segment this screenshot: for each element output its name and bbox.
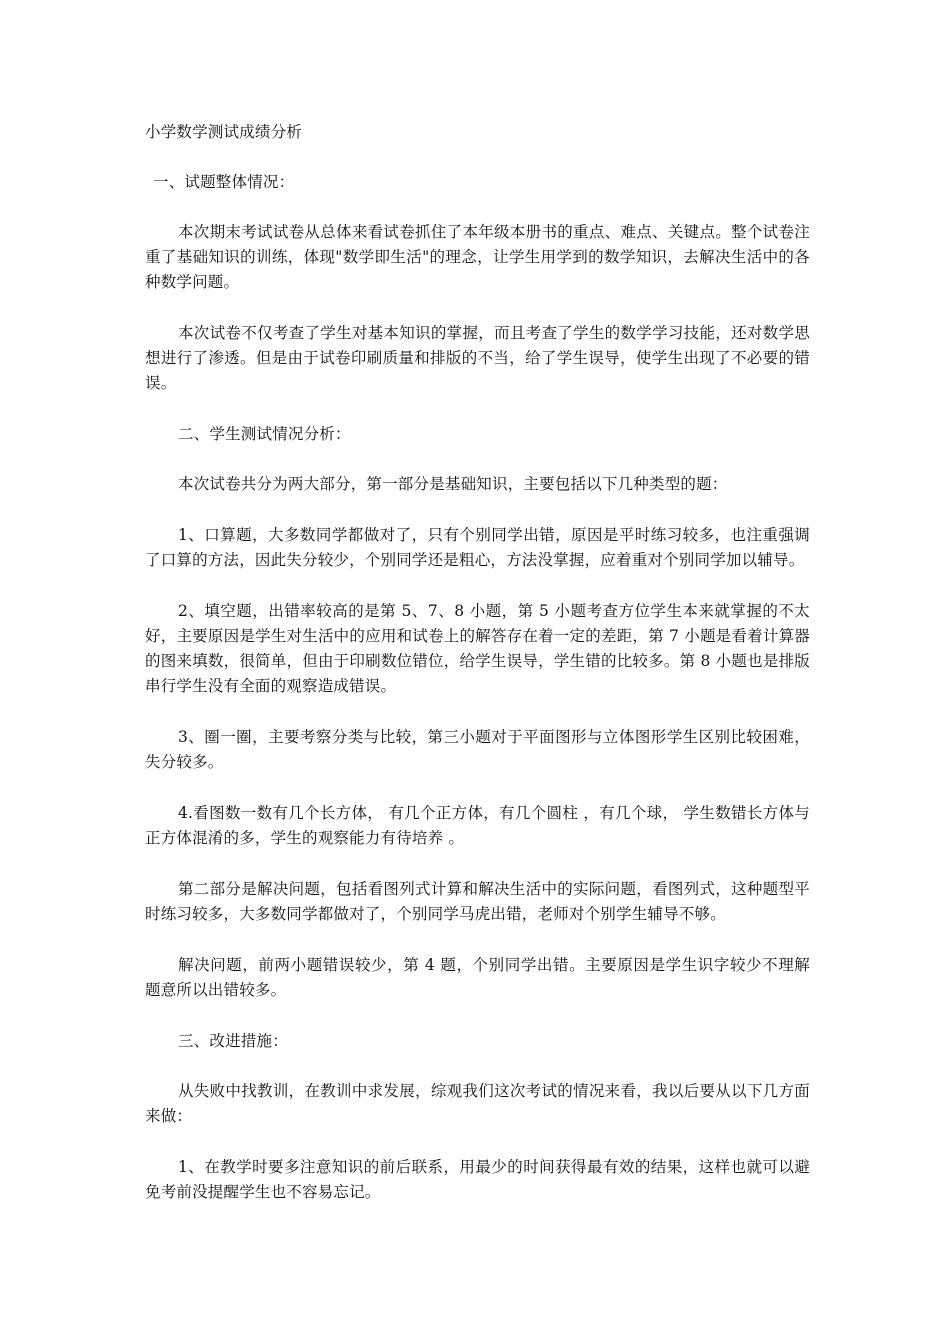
paragraph: 从失败中找教训，在教训中求发展，综观我们这次考试的情况来看，我以后要从以下几方面来做：	[145, 1082, 810, 1125]
paragraph: 本次期末考试试卷从总体来看试卷抓住了本年级本册书的重点、难点、关键点。整个试卷注重了基础知识的训练，体现"数学即生活"的理念，让学生用学到的数学知识，去解决生活中的各种数学问题。	[145, 223, 810, 291]
section-heading-1: 一、试题整体情况：	[153, 173, 295, 191]
paragraph: 解决问题，前两小题错误较少，第 4 题，个别同学出错。主要原因是学生识字较少不理解题意所以出错较多。	[145, 956, 810, 999]
paragraph: 本次试卷共分为两大部分，第一部分是基础知识，主要包括以下几种类型的题：	[178, 475, 728, 493]
paragraph: 第二部分是解决问题，包括看图列式计算和解决生活中的实际问题，看图列式，这种题型平时练习较多，大多数同学都做对了，个别同学马虎出错，老师对个别学生辅导不够。	[145, 880, 810, 923]
paragraph: 2、填空题，出错率较高的是第 5、7、8 小题，第 5 小题考查方位学生本来就掌握的不太好，主要原因是学生对生活中的应用和试卷上的解答存在着一定的差距，第 7 小题是看着计算器的图来填数，很简单，但由于印刷数位错位，给学生误导，学生错的比较多。第 8 小题也是排版串行学生没有全面的观察造成错误。	[145, 602, 810, 695]
paragraph: 3、圈一圈，主要考察分类与比较，第三小题对于平面图形与立体图形学生区别比较困难，失分较多。	[145, 728, 810, 771]
document-page	[145, 120, 810, 1231]
section-heading-3: 三、改进措施：	[178, 1032, 288, 1050]
paragraph: 4.看图数一数有几个长方体， 有几个正方体，有几个圆柱 ，有几个球， 学生数错长方体与正方体混淆的多，学生的观察能力有待培养 。	[145, 804, 810, 847]
section-heading-2: 二、学生测试情况分析：	[178, 425, 351, 443]
paragraph: 1、口算题，大多数同学都做对了，只有个别同学出错，原因是平时练习较多，也注重强调了口算的方法，因此失分较少，个别同学还是粗心，方法没掌握，应着重对个别同学加以辅导。	[145, 526, 810, 569]
paragraph: 1、在教学时要多注意知识的前后联系，用最少的时间获得最有效的结果，这样也就可以避免考前没提醒学生也不容易忘记。	[145, 1158, 810, 1201]
paragraph: 本次试卷不仅考查了学生对基本知识的掌握，而且考查了学生的数学学习技能，还对数学思想进行了渗透。但是由于试卷印刷质量和排版的不当，给了学生误导，使学生出现了不必要的错误。	[145, 324, 810, 392]
document-title: 小学数学测试成绩分析	[145, 123, 303, 141]
